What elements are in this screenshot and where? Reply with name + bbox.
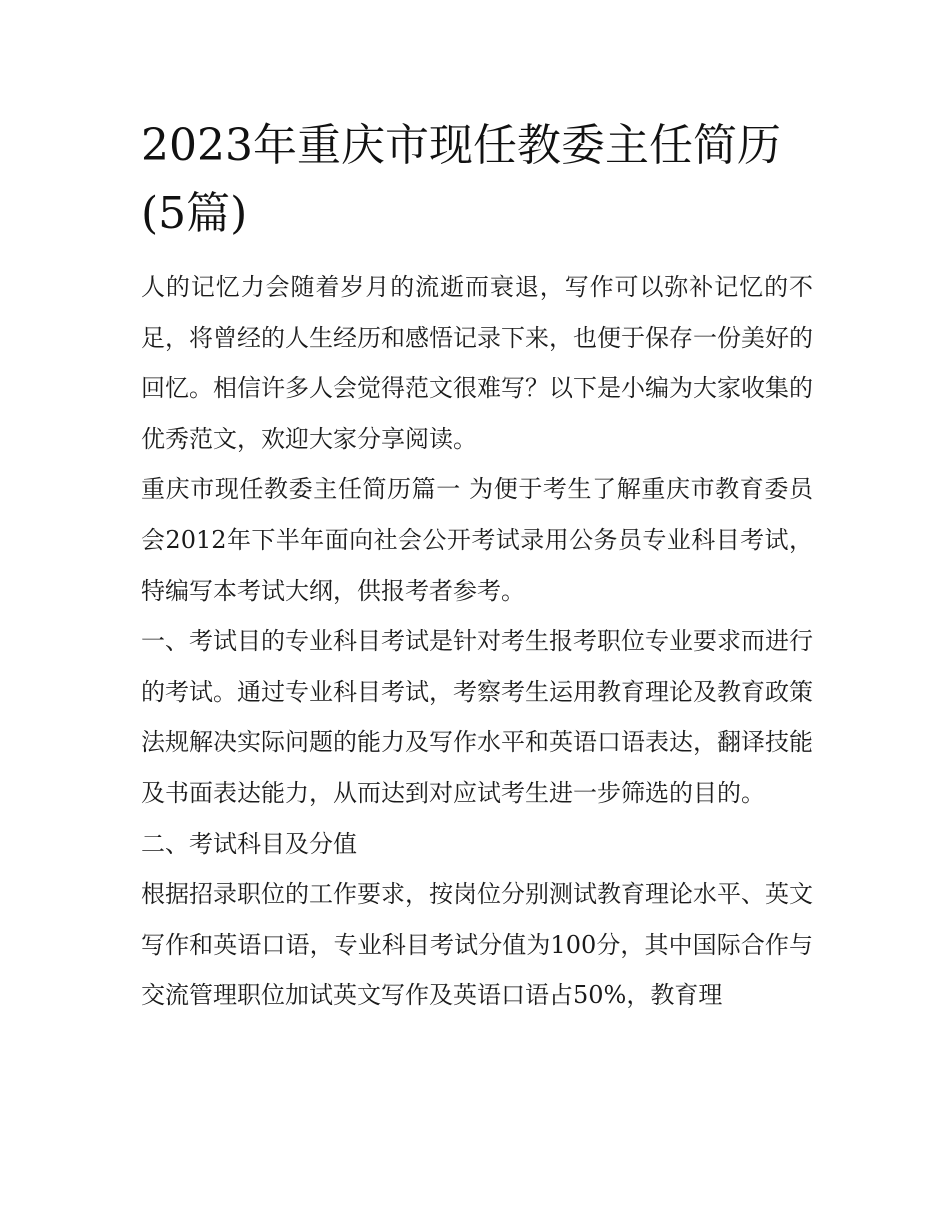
document-title: 2023年重庆市现任教委主任简历(5篇) — [141, 120, 781, 239]
section-one-paragraph: 重庆市现任教委主任简历篇一 为便于考生了解重庆市教育委员会2012年下半年面向社会公开考试录用公务员专业科目考试，特编写本考试大纲，供报考者参考。 — [141, 475, 813, 605]
exam-subjects-paragraph: 根据招录职位的工作要求，按岗位分别测试教育理论水平、英文写作和英语口语，专业科目考试分值为100分，其中国际合作与交流管理职位加试英文写作及英语口语占50%，教育理 — [141, 880, 813, 1010]
intro-paragraph: 人的记忆力会随着岁月的流逝而衰退，写作可以弥补记忆的不足，将曾经的人生经历和感悟记录下来，也便于保存一份美好的回忆。相信许多人会觉得范文很难写？以下是小编为大家收集的优秀范文，欢迎大家分享阅读。 — [141, 273, 813, 453]
document-body — [141, 262, 813, 1021]
exam-purpose-paragraph: 一、考试目的专业科目考试是针对考生报考职位专业要求而进行的考试。通过专业科目考试，考察考生运用教育理论及教育政策法规解决实际问题的能力及写作水平和英语口语表达，翻译技能及书面表达能力，从而达到对应试考生进一步筛选的目的。 — [141, 627, 813, 807]
document-content — [141, 112, 813, 1021]
exam-subjects-heading: 二、考试科目及分值 — [141, 829, 357, 858]
